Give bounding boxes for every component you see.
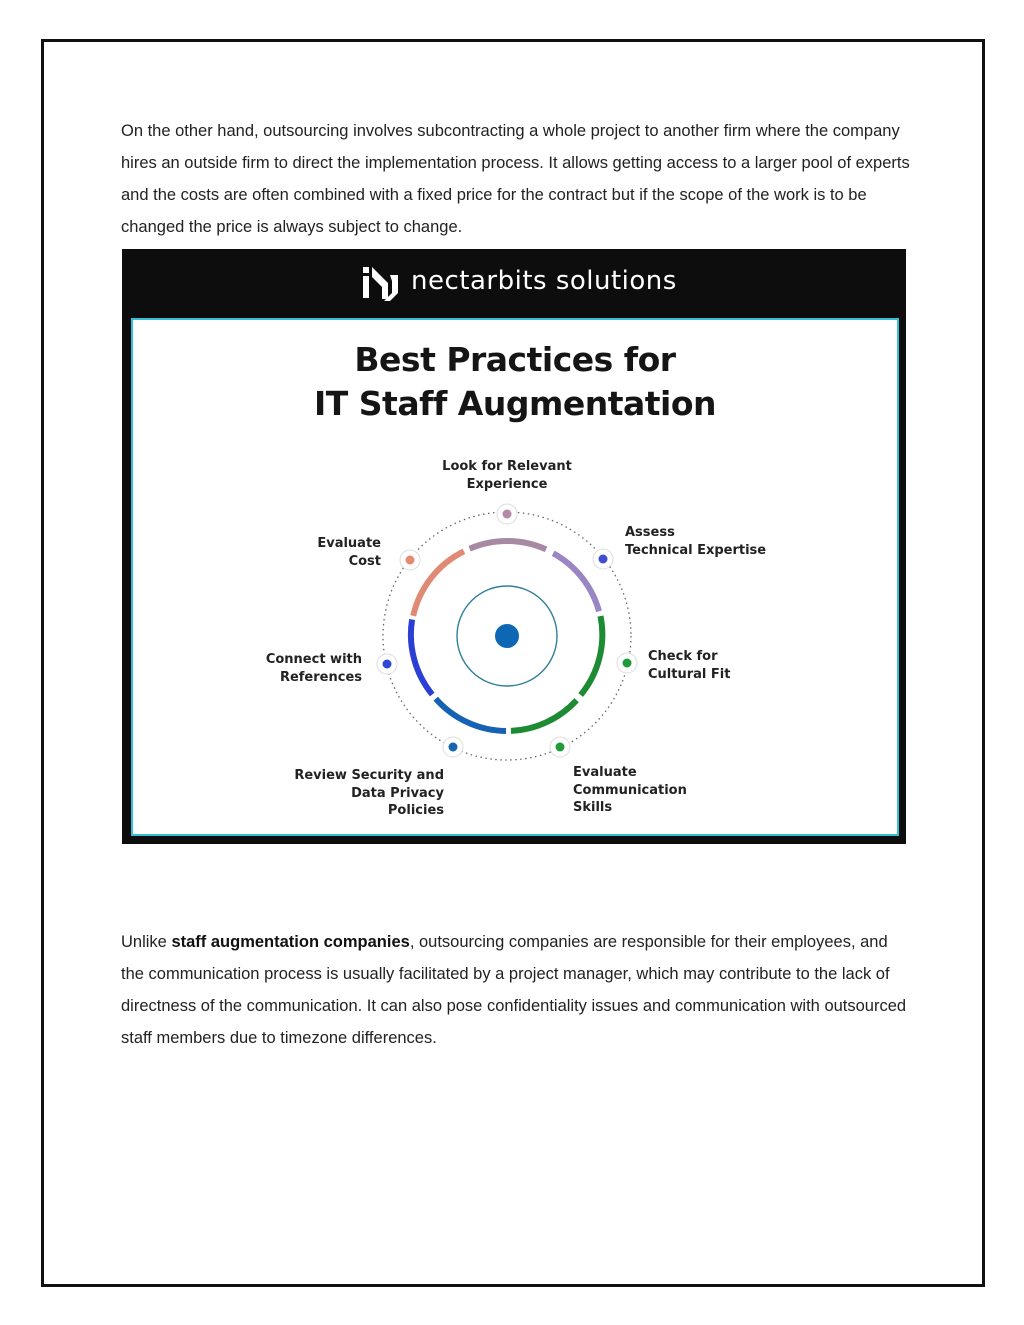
brand-name: nectarbits solutions <box>411 266 677 296</box>
label-connect-references: Connect with References <box>265 652 362 685</box>
label-security-privacy: Review Security and Data Privacy Policies <box>294 768 444 818</box>
title-line-1: Best Practices for <box>354 340 676 379</box>
cycle-diagram <box>133 320 897 834</box>
arc-cultural <box>581 616 603 695</box>
node-experience <box>497 504 517 524</box>
node-technical <box>593 549 613 569</box>
title-line-2: IT Staff Augmentation <box>314 384 716 423</box>
arc-cost <box>413 551 464 616</box>
brand-header <box>122 249 906 319</box>
infographic-image <box>122 249 906 844</box>
label-technical-expertise: Assess Technical Expertise <box>625 525 767 558</box>
infographic-panel <box>131 318 899 836</box>
arc-experience <box>470 541 546 549</box>
node-cultural <box>617 653 637 673</box>
arc-references <box>411 620 432 695</box>
center-dot <box>495 624 519 648</box>
node-security <box>443 737 463 757</box>
label-evaluate-cost: Evaluate Cost <box>317 536 381 569</box>
arc-security <box>436 699 506 731</box>
intro-paragraph: On the other hand, outsourcing involves subcontracting a whole project to another firm where the company hires an outside firm to direct the implementation process. It allows getting access to a larger pool of experts and the costs are often combined with a fixed price for the contract but if the scope of the work is to be changed the price is always subject to change. <box>121 122 910 236</box>
nectarbits-logo-icon <box>360 263 400 307</box>
label-communication-skills: Evaluate Communication Skills <box>573 765 687 815</box>
node-cost <box>400 550 420 570</box>
node-references <box>377 654 397 674</box>
label-relevant-experience: Look for Relevant Experience <box>442 459 572 492</box>
closing-paragraph: Unlike staff augmentation companies, outsourcing companies are responsible for their employees, and the communication process is usually facilitated by a project manager, which may contribute to the lack of directness of the communication. It can also pose confidentiality issues and communication with outsourced staff members due to timezone differences. <box>121 933 907 1047</box>
node-communication <box>550 737 570 757</box>
bold-keyword-link: staff augmentation companies <box>171 933 410 951</box>
arc-communication <box>511 700 577 731</box>
label-cultural-fit: Check for Cultural Fit <box>648 649 731 682</box>
arc-technical <box>553 553 599 611</box>
